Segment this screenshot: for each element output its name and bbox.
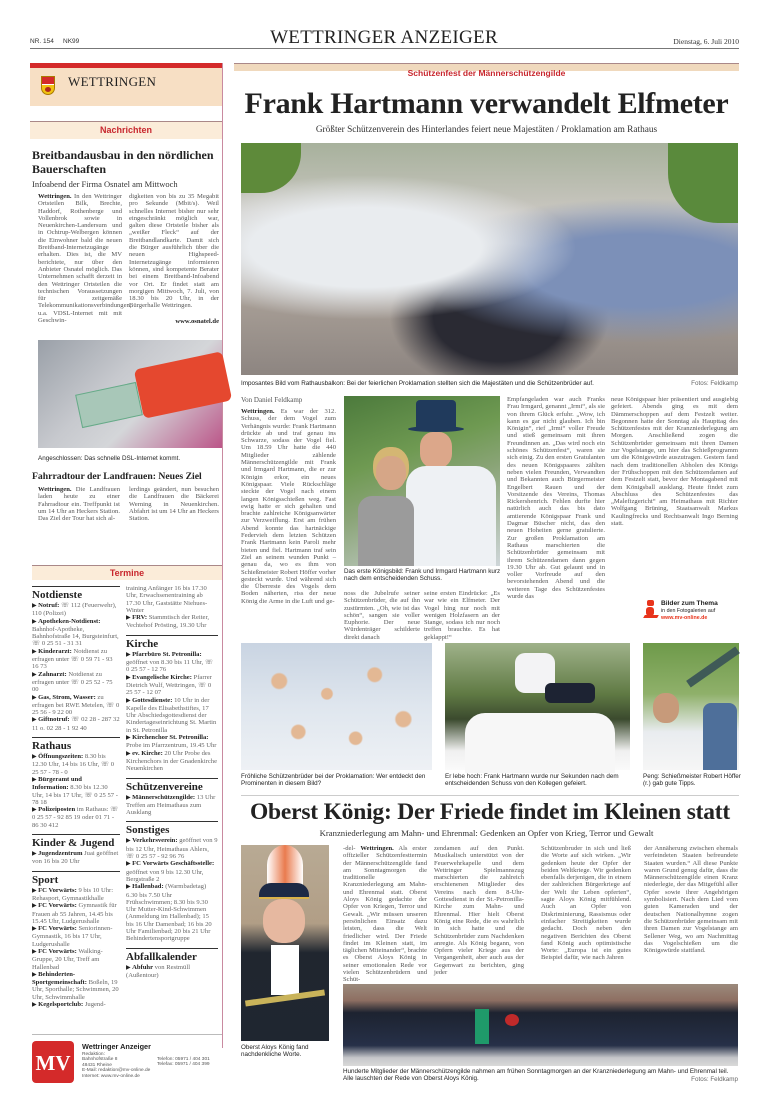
termine-text: zu erfragen bei RWE Metelen, ☏ 0 25 56 - 9 22 00	[32, 693, 120, 717]
termine-text: Pfarrer Dietrich Wulf, Wettringen, ☏ 0 25 57 - 12 07	[126, 673, 212, 697]
photo-credit: Fotos: Feldkamp	[691, 1076, 738, 1083]
termine-heading: Abfallkalender	[126, 948, 218, 963]
termine-item	[126, 883, 218, 942]
article-text: seine ersten Eindrücke: „Es war wie ein Elfmeter. Der Vogel hing nur noch mit wenigen Holzfasern an der Stange, sodass ich nur noch treffen brauchte. Es hat geklappt!“	[424, 590, 500, 641]
termine-text: 20 Uhr Probe des Kirchenchors in der Gnadenkirche Neuenkirchen	[126, 749, 217, 773]
arrow-right-icon: ▶	[126, 964, 133, 971]
proclamation-photo	[241, 143, 738, 375]
termine-item	[32, 887, 120, 903]
edition-code: NK99	[63, 38, 80, 45]
termine-item	[32, 806, 120, 829]
termine-text: Bahnhof-Apotheke, Bahnhofstraße 14, Burgsteinfurt, ☏ 0 25 51 - 31 31	[32, 625, 119, 648]
termine-heading: Schützenvereine	[126, 778, 218, 793]
imprint-rule	[32, 1034, 222, 1035]
photo-caption: Fröhliche Schützenbrüder bei der Proklamation: Wer entdeckt den Prominenten in diesem Bild?	[241, 773, 426, 788]
termine-text: im Rathaus: ☏ 0 25 57 - 92 85 19 oder 01 71 - 86 30 412	[32, 806, 119, 829]
termine-item	[32, 925, 120, 948]
termine-text: 10 Uhr in der Kapelle des Elisabethstiftes, 17 Uhr Abschiedsgottesdienst der Kindertageseinrichtung St. Martin in St. Petronilla	[126, 696, 217, 734]
imprint	[32, 1041, 222, 1081]
termine-label: Bürgeramt und Information:	[32, 775, 82, 792]
photo-credit: Fotos: Feldkamp	[691, 380, 738, 387]
dateline: Wettringen.	[38, 193, 72, 200]
termine-label: FC Vorwärts:	[38, 902, 77, 910]
termine-text: Juai geöffnet von 16 bis 20 Uhr	[32, 850, 119, 866]
kicker: Schützenfest der Männerschützengilde	[407, 68, 566, 78]
termine-right-column	[126, 585, 218, 1035]
section-rule	[241, 795, 739, 796]
termine-text: 8.30 bis 12.30 Uhr, 14 bis 17 Uhr, ☏ 0 25 57 - 78 18	[32, 784, 118, 806]
termine-item	[126, 750, 218, 773]
arrow-right-icon: ▶	[32, 971, 39, 978]
masthead-rule	[30, 48, 739, 49]
coat-of-arms-icon	[41, 76, 55, 95]
termine-label: Gottesdienste:	[132, 696, 173, 704]
termine-item	[32, 850, 120, 866]
article-text: zendamen auf den Punkt. Musikalisch unterstützt von der Feuerwehrkapelle und dem Wettringer Spielmannszug marschierten die zahlreich erschienenen Mitglieder des Vereins nach dem 8-Uhr-Gottesdienst in der St.-Petronilla-Kirche zum Mahn- und Ehrenmal. Hier hielt Oberst König eine Rede, die es wahrlich in sich hatte und die Schützenbrüder zum Nachdenken anregte. Als König begann, von Opfern vieler Kriege aus der Vergangenheit, aber auch aus der Gegenwart zu berichten, ging jeder	[434, 845, 524, 977]
imprint-address: Redaktion: Bahnhofstraße 8 48431 Rheine E-Mail: redaktion@mv-online.de Internet: www.mv-online.de	[82, 1052, 151, 1079]
termine-item	[32, 1001, 120, 1009]
termine-heading: Kirche	[126, 635, 218, 650]
termine-text: 13 Uhr Treffen am Heimathaus zum Ausklang	[126, 793, 216, 817]
oberst-photo	[241, 845, 329, 1041]
author-tag: -del-	[343, 845, 356, 852]
arrow-right-icon: ▶	[32, 618, 39, 625]
termine-item	[126, 674, 218, 697]
article-column-1	[38, 486, 120, 532]
arrow-right-icon: ▶	[32, 754, 39, 761]
termine-item	[32, 648, 120, 671]
arrow-right-icon: ▶	[126, 884, 133, 891]
arrow-right-icon: ▶	[32, 671, 39, 678]
issue-date: Dienstag, 6. Juli 2010	[673, 37, 739, 46]
termine-text: 8.30 bis 12.30 Uhr, 14 bis 16 Uhr, ☏ 0 25 57 - 78 - 0	[32, 753, 115, 776]
termine-heading: Sport	[32, 871, 120, 886]
article-text: Schützenbruder in sich und ließ die Worte auf sich wirken. „Wir gedenken heute der Opfer der beiden Weltkriege. Wir gedenken ebenfalls derjenigen, die in einem der zahlreichen Bürgerkriege auf der Welt ihr Leben opferten“, sagte Aloys König mitfühlend. Auch an Opfer von Diskriminierung, Rassismus oder einfacher Streitigkeiten wurde gedacht. Doch neben den negativen Berichten des Oberst fand König auch optimistische Worte: „Europa ist ein gutes Beispiel dafür, wie nach Jahren	[541, 845, 631, 962]
article-text: Empfangeladen war auch Franks Frau Irmgard, genannt „Irmi“, als sie von ihrem Glück erfuhr. „Wow, ich kann es gar nicht glauben. Ich bin Königin“, rief „Irmi“ voller Freude und stieß gemeinsam mit ihren Freundinnen an. „Das wird noch ein schönes Schützenfest“, waren sie sich einig. Zu den ersten Gratulanten des neuen Königspaares zählten neben vielen Freunden, Verwandten und Bekannten auch Bürgermeister Engelbert Rauen und der Vorsitzende des Vereins, Thomas Rickershenrich. Fehlen durfte hier natürlich auch das bis dato amtierende Königspaar Frank und Dagmar Büscher nicht, das den neuen Hoheiten gerne gratulierte. Zur großen Proklamation am Rathaus marschierten die Schützenbrüder gemeinsam mit ihrem Schützendamen dann gegen 19.30 Uhr ab. Gut gelaunt und in voller Vorfreude auf den bevorstehenden Abend und die weiteren Tage des Schützenfestes wurde das	[507, 396, 605, 601]
celebration-photo	[445, 643, 630, 770]
photo-caption: Das erste Königsbild: Frank und Irmgard Hartmann kurz nach dem entscheidenden Schuss.	[344, 568, 501, 583]
sidebar-vertical-rule	[222, 63, 223, 1048]
arrow-right-icon: ▶	[126, 697, 133, 704]
termine-label: Giftnotruf:	[38, 716, 70, 724]
termine-label: Öffnungszeiten:	[38, 753, 84, 761]
article-text: neue Königspaar hier präsentiert und ausgiebig gefeiert. Abends ging es mit dem Dämmerschoppen auf dem Festzelt weiter. Begonnen hatte der Sonntag als Haupttag des Schützenfestes mit der Kranzniederlegung am Morgen. Anschließend zogen die Schützenbrüder gemeinsam mit ihren Damen zur Vogelstange, um hier das Schießprogramm um die Königswürde auszutragen. Gestern fand nach dem traditionellen Abholen des Königs der Frühschoppen mit den Schützendamen auf dem Festzelt statt, bevor der Montagabend mit dem Königsball ausklang. Heute findet zum Abschluss des Schützenfestes das „Malefizgericht“ am Heimathaus mit Richter Wolfgang Brüning, Staatsanwalt Markus Kaulingfrecks und Rechtsanwalt Ingo Berning statt.	[611, 396, 738, 528]
termine-label: Evangelische Kirche:	[132, 673, 192, 681]
main-headline: Frank Hartmann verwandelt Elfmeter	[244, 87, 729, 120]
termine-label: Notruf:	[38, 602, 60, 609]
arrow-right-icon: ▶	[126, 794, 133, 801]
termine-item	[32, 948, 120, 971]
termine-text: Notdienst zu erfragen unter ☏ 0 59 71 - 93 16 73	[32, 647, 113, 671]
termine-text: ☏ 112 (Feuerwehr), 110 (Polizei)	[32, 602, 117, 618]
arrow-right-icon: ▶	[32, 807, 39, 814]
termine-label: FC Vorwärts:	[38, 947, 77, 955]
termine-label: FC Vorwärts Geschäftsstelle:	[132, 860, 215, 868]
arrow-right-icon: ▶	[32, 887, 39, 894]
termine-text: geöffnet von 9 bis 12.30 Uhr, Bergstraße 2	[126, 868, 204, 883]
news-section-title: Nachrichten	[99, 125, 152, 135]
termine-item	[32, 716, 120, 732]
termine-item	[32, 753, 120, 776]
termine-label: ev. Kirche:	[132, 749, 163, 757]
dateline: Wettringen.	[241, 408, 275, 415]
photo-caption: Angeschlossen: Das schnelle DSL-Internet kommt.	[38, 455, 181, 462]
termine-left-column	[32, 581, 120, 1031]
imprint-name: Wettringer Anzeiger	[82, 1042, 151, 1051]
termine-item	[126, 837, 218, 860]
termine-label: Hallenbad:	[132, 883, 164, 891]
photo-caption: Er lebe hoch: Frank Hartmann wurde nur Sekunden nach dem entscheidenden Schuss von den Kollegen gefeiert.	[445, 773, 619, 788]
termine-label: FC Vorwärts:	[38, 925, 77, 933]
termine-label: Männerschützengilde:	[132, 793, 196, 801]
termine-label: Pfarrbüro St. Petronilla:	[132, 650, 202, 658]
termine-continued: training Anfänger 16 bis 17.30 Uhr, Erwachsenentraining ab 17.30 Uhr, Gaststätte Niehues-Winter	[126, 585, 208, 614]
dateline: Wettringen.	[38, 486, 72, 493]
crowd-photo	[241, 643, 432, 770]
arrow-right-icon: ▶	[126, 651, 133, 658]
imprint-website[interactable]: Internet: www.mv-online.de	[82, 1073, 140, 1079]
arrow-right-icon: ▶	[32, 776, 39, 783]
termine-text: Jugend-	[84, 1001, 106, 1009]
photo-caption: Peng: Schießmeister Robert Höffer (r.) gab gute Tipps.	[643, 773, 741, 788]
termine-item	[126, 860, 218, 883]
main-column-1	[241, 408, 336, 608]
arrow-right-icon: ▶	[32, 903, 39, 910]
arrow-right-icon: ▶	[32, 1002, 39, 1009]
termine-heading: Rathaus	[32, 737, 120, 752]
termine-text: Notdienst zu erfragen unter ☏ 0 25 52 - 75 00	[32, 670, 113, 694]
arrow-right-icon: ▶	[126, 750, 133, 757]
article-column-2	[129, 486, 219, 532]
arrow-right-icon: ▶	[32, 717, 39, 724]
termine-item	[126, 651, 218, 674]
termine-heading: Notdienste	[32, 586, 120, 601]
second-subhead: Kranzniederlegung am Mahn- und Ehrenmal: Gedenken an Opfer von Krieg, Terror und Gewalt	[319, 828, 654, 838]
article-headline: Breitbandausbau in den nördlichen Bauerschaften	[32, 148, 214, 176]
termine-text: Probe im Pfarrzentrum, 19.45 Uhr	[126, 742, 217, 750]
arrow-right-icon: ▶	[126, 838, 133, 845]
sidebar	[30, 63, 222, 1079]
main-subhead: Größter Schützenverein des Hinterlandes feiert neue Majestäten / Proklamation am Rathaus	[315, 125, 658, 135]
termine-section-title: Termine	[109, 568, 145, 578]
termine-heading: Kinder & Jugend	[32, 834, 120, 849]
dateline: Wettringen.	[360, 845, 394, 852]
article-text: digkeiten von bis zu 35 Megabit pro Sekunde (Mbit/s). Weil schnelles Internet bisher nur sehr eingeschränkt möglich war, galten diese Ortsteile bisher als „weißer Fleck“ auf der Breitbandlandkarte. Damit sich die Bürger ausführlich über die neuen Highspeed-Internetzugänge informieren können, sind kompetente Berater bei einem Breitband-Infoabend vor Ort. Er findet statt am morgigen Mittwoch, 7. Juli, von 18.30 bis 20 Uhr, in der Bürgerhalle Wettringen.	[129, 193, 219, 310]
termine-label: Jugendzentrum	[38, 850, 83, 858]
article-text: Es war der 312. Schuss, der dem Vogel zum Verhängnis wurde: Frank Hartmann drückte ab und traf genau ins Schwarze, sodass der Vogel fiel. Um 18.59 Uhr hatte die 440 Mitglieder zählende Männerschützengilde mit Frank und Irmgard Hartmann, die er zur Königin erkor, ein neues Königspaar. Viele Rückschläge steckte der Vogel nach einem langen Königsschießen weg. Fast ewig hatte er sich gehalten und brachte zahlreiche Königsanwärter zur Verzweiflung. Erst am frühen Abend konnte das hartnäckige Federvieh dem letzten Schützen Frank Hartmann kein Paroli mehr bieten und fiel. Hartmann traf sein Ziel an seinem wunden Punkt – genau da, wo es ihm von Schießmeister Robert Höffer vorher gesteckt wurde. Und während sich die Überreste des Vogels dem Boden näherten, riss der neue König die Arme in die Luft und ge-	[241, 408, 336, 605]
main-column-4	[507, 396, 605, 621]
photo-caption: Hunderte Mitglieder der Männerschützengilde nahmen am frühen Sonntagmorgen an der Kranzniederlegung am Mahn- und Ehrenmal teil. Alle lauschten der Rede von Oberst Aloys König.	[343, 1068, 729, 1083]
article-headline: Fahrradtour der Landfrauen: Neues Ziel	[32, 471, 202, 482]
termine-label: Behinderten-Sportgemeinschaft:	[32, 970, 87, 987]
article-link[interactable]: www.osnatel.de	[175, 318, 219, 325]
arrow-right-icon: ▶	[32, 603, 39, 609]
arrow-right-icon: ▶	[126, 735, 133, 742]
termine-label: Kegelsportclub:	[38, 1001, 84, 1009]
byline: Von Daniel Feldkamp	[241, 396, 303, 404]
termine-item	[32, 971, 120, 1001]
termine-item	[32, 602, 120, 618]
article-column-1	[38, 193, 132, 325]
termine-text: ☏ 02 28 - 287 32 11 o. 02 28 - 1 92 40	[32, 716, 120, 732]
second-headline: Oberst König: Der Friede findet im Kleinen statt	[249, 799, 731, 825]
second-column-4	[644, 845, 738, 977]
termine-item	[32, 776, 120, 806]
termine-heading: Sonstiges	[126, 821, 218, 836]
town-banner	[30, 63, 222, 106]
termine-item	[126, 794, 218, 817]
arrow-right-icon: ▶	[32, 851, 39, 858]
termine-item	[126, 697, 218, 734]
termine-label: Verkehrsverein:	[132, 837, 178, 845]
termine-text: Boßeln, 19 Uhr, Sporthalle; Schwimmen, 20 Uhr, Schwimmhalle	[32, 979, 119, 1001]
article-text: Die Landfrauen laden heute zu einer Fahrradtour ein. Treffpunkt ist um 14 Uhr an Heckers Station. Das Ziel der Tour hat sich al-	[38, 486, 120, 523]
termine-item	[126, 734, 218, 750]
main-column-3	[424, 590, 500, 641]
termine-text: (Warmbadetag) 6.30 bis 7.50 Uhr Frühschwimmen; 8.30 bis 9.30 Uhr Mutter-Kind-Schwimmen (Anmeldung im Hallenbad); 15 bis 16 Uhr Damenbad; 16 bis 20 Uhr Familienbad; 20 bis 21 Uhr Behindertensportgruppe	[126, 883, 212, 943]
article-text: lerdings geändert, nun besuchen die Landfrauen die Bäckerei Werning in Neuenkirchen. Abfahrt ist um 14 Uhr an Heckers Station.	[129, 486, 219, 523]
arrow-right-icon: ▶	[126, 861, 133, 868]
main-column-5	[611, 396, 738, 596]
termine-label: Abfuhr	[132, 963, 154, 971]
termine-item	[32, 671, 120, 694]
termine-label: Gas, Strom, Wasser:	[38, 693, 96, 701]
termine-text: 9 bis 10 Uhr: Rehasport, Gymnastikhalle	[32, 886, 114, 902]
article-text: der Annäherung zwischen ehemals verfeindeten Staaten befreundete Staaten wurden.“ All diese Punkte waren Grund genug dafür, dass die Männerschützengilde einen Kranz niederlegte, der das Mitgefühl aller Opfer sowie ihrer Angehörigen symbolisiert. Nach dem Lied vom guten Kameraden und der deutschen Nationalhymne zogen die Schützenbrüder gemeinsam mit ihren Damen zur Vogelstange am Sellener Weg, wo am Nachmittag das Vogelschießen um die Königswürde stattfand.	[644, 845, 738, 955]
termine-item: ▶ FRV: Stammtisch der Reiter, Vechtehof Prösting, 19.30 Uhr	[126, 614, 210, 630]
wreath-ceremony-photo	[343, 984, 738, 1066]
gallery-promo[interactable]	[644, 600, 739, 622]
termine-label: FC Vorwärts:	[38, 886, 77, 894]
promo-text: in den Fotogalerien auf	[661, 608, 716, 614]
arrow-right-icon: ▶	[126, 674, 133, 681]
news-section-bar	[30, 121, 222, 139]
issue-number: NR. 154	[30, 38, 54, 45]
town-name: WETTRINGEN	[68, 74, 157, 89]
second-column-2	[434, 845, 524, 977]
termine-label: Apotheken-Notdienst:	[38, 617, 101, 625]
termine-label: Zahnarzt:	[38, 670, 67, 678]
termine-item	[32, 902, 120, 925]
arrow-right-icon: ▶	[32, 648, 39, 655]
article-subhead: Infoabend der Firma Osnatel am Mittwoch	[32, 179, 178, 189]
termine-text: geöffnet von 9 bis 12 Uhr, Heimathaus Ahlers, ☏ 0 25 57 - 92 96 76	[126, 837, 218, 861]
termine-label: Kinderarzt:	[38, 647, 72, 655]
shooting-master-photo	[643, 643, 739, 770]
termine-section-bar	[32, 565, 222, 580]
termine-text: von Restmüll (Außentour)	[126, 963, 191, 979]
arrow-right-icon: ▶	[32, 948, 39, 955]
article-text: noss die Jubelrufe seiner Schützenbrüder, die auf ihn zustürmten. „Oh, wie ist das schön“, sangen sie voller Euphorie. Der neue Würdenträger schilderte direkt danach	[344, 590, 420, 641]
termine-text: Gymnastik für Frauen ab 55 Jahren, 14.45 bis 15.45 Uhr, Ludgerushalle	[32, 902, 117, 925]
termine-item	[32, 618, 120, 648]
termine-item	[32, 694, 120, 717]
newspaper-title: WETTRINGER ANZEIGER	[270, 27, 498, 48]
promo-title: Bilder zum Thema	[661, 600, 718, 607]
termine-item	[126, 964, 218, 980]
photographer-icon	[644, 600, 658, 622]
article-column-2	[129, 193, 219, 317]
photo-caption: Imposantes Bild vom Rathausbalkon: Bei der feierlichen Proklamation stellten sich die Majestäten und die Schützenbrüder auf.	[241, 380, 594, 387]
termine-text: Walking-Gruppe, 20 Uhr, Treff am Hallenbad	[32, 947, 103, 971]
article-text: Als erster offizieller Schützenfesttermin der Männerschützengilde fand am Sonntagmorgen die traditionelle Kranzniederlegung am Mahn- und Ehrenmal statt. Oberst Aloys König gedachte der Opfer von Kriegen, Terror und Gewalt. „Wir müssen unseren persönlichen Einsatz dazu leisten, dass die Welt friedlicher wird. Der Friede findet im Kleinen statt, im täglichen Miteinander“, brachte es Oberst Aloys König in seiner emotionalen Rede vor vielen Schützenbrüdern und Schüt-	[343, 845, 427, 984]
article-text: In den Wettringer Ortsteilen Bilk, Brechte, Haddorf, Rothenberge und Vollenbrok sowie in Neuenkirchen-Landersum und in Ochtrup-Welbergen können die Einwohner bald die neuen Breitband-Internetzugänge erhalten. Dies ist, die MV berichtete, nur über den Anbieter Osnatel möglich. Das Unternehmen schafft derzeit in den Wettringer Ortsteilen die technischen Voraussetzungen für zeitgemäße Telekommunikationsverbindungen, u.a. VDSL-Internet mit mit Geschwin-	[38, 193, 132, 325]
imprint-email[interactable]: E-Mail: redaktion@mv-online.de	[82, 1068, 151, 1074]
termine-text: geöffnet von 8.30 bis 11 Uhr, ☏ 0 25 57 - 12 76	[126, 659, 214, 674]
photo-caption: Oberst Aloys König fand nachdenkliche Worte.	[241, 1044, 309, 1059]
arrow-right-icon: ▶	[32, 694, 39, 701]
mv-logo: MV	[32, 1041, 74, 1083]
termine-label: Polizeiposten	[38, 806, 76, 814]
termine-text: Seniorinnen-Gymnastik, 16 bis 17 Uhr, Ludgerushalle	[32, 925, 113, 948]
royal-couple-photo	[344, 396, 500, 566]
second-column-1	[343, 845, 427, 984]
arrow-right-icon: ▶	[32, 926, 39, 933]
main-column-2	[344, 590, 420, 641]
imprint-phone: Telefon: 05971 / 404 301 Telefax: 05971 / 404 399	[157, 1057, 210, 1068]
dsl-cable-photo	[38, 340, 222, 448]
second-column-3	[541, 845, 631, 977]
termine-label: Kirchenchor St. Petronilla:	[132, 734, 209, 742]
promo-url[interactable]: www.mv-online.de	[661, 615, 708, 621]
